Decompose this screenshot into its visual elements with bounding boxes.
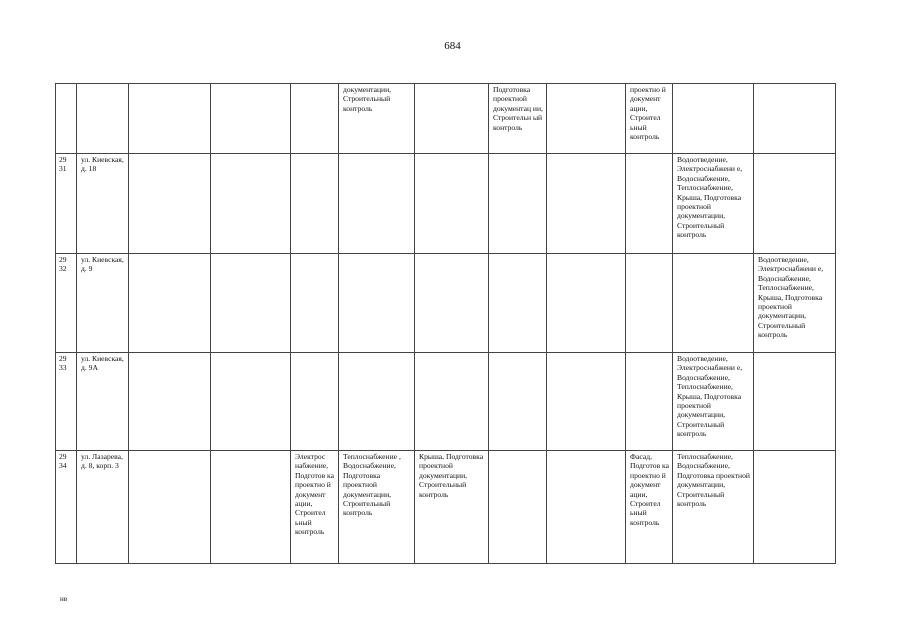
- work-type-cell: [211, 353, 291, 451]
- work-type-cell: Подготовка проектной документац ии, Строительн ый контроль: [489, 84, 547, 154]
- work-type-cell: [339, 254, 415, 353]
- work-type-cell: [626, 353, 673, 451]
- work-type-cell: Водоотведение, Электроснабжени е, Водоснабжение, Теплоснабжение, Крыша, Подготовка проектной документации, Строительный контроль: [754, 254, 836, 353]
- address-cell: ул. Киевская, д. 9: [77, 254, 129, 353]
- work-type-cell: проектно й документ ации, Строител ьный контроль: [626, 84, 673, 154]
- work-type-cell: [129, 451, 211, 564]
- work-type-cell: [489, 254, 547, 353]
- work-type-cell: [547, 353, 626, 451]
- table-row: [56, 84, 836, 154]
- work-type-cell: [754, 451, 836, 564]
- address-cell: [77, 84, 129, 154]
- address-cell: ул. Лазарева, д. 8, корп. 3: [77, 451, 129, 564]
- repair-schedule-table: [55, 83, 836, 564]
- row-number-cell: 29 32: [56, 254, 77, 353]
- work-type-cell: [673, 84, 754, 154]
- work-type-cell: [129, 154, 211, 254]
- work-type-cell: [489, 154, 547, 254]
- work-type-cell: [291, 254, 339, 353]
- row-number-cell: 29 34: [56, 451, 77, 564]
- work-type-cell: [547, 154, 626, 254]
- work-type-cell: [415, 154, 489, 254]
- work-type-cell: [626, 154, 673, 254]
- row-number-cell: 29 31: [56, 154, 77, 254]
- work-type-cell: [754, 353, 836, 451]
- work-type-cell: [489, 353, 547, 451]
- work-type-cell: [626, 254, 673, 353]
- work-type-cell: [754, 154, 836, 254]
- work-type-cell: Водоотведение, Электроснабжени е, Водоснабжение, Теплоснабжение, Крыша, Подготовка проектной документации, Строительный контроль: [673, 154, 754, 254]
- work-type-cell: [489, 451, 547, 564]
- row-number-cell: 29 33: [56, 353, 77, 451]
- work-type-cell: [291, 154, 339, 254]
- work-type-cell: [211, 154, 291, 254]
- work-type-cell: документации, Строительный контроль: [339, 84, 415, 154]
- row-number-cell: [56, 84, 77, 154]
- work-type-cell: [673, 254, 754, 353]
- address-cell: ул. Киевская, д. 18: [77, 154, 129, 254]
- work-type-cell: [547, 84, 626, 154]
- work-type-cell: [547, 451, 626, 564]
- work-type-cell: [129, 353, 211, 451]
- work-type-cell: Теплоснабжение , Водоснабжение, Подготовка проектной документации, Строительный контроль: [339, 451, 415, 564]
- table-row: [56, 451, 836, 564]
- work-type-cell: [547, 254, 626, 353]
- work-type-cell: [129, 254, 211, 353]
- work-type-cell: [339, 154, 415, 254]
- work-type-cell: [415, 254, 489, 353]
- work-type-cell: Электрос набжение, Подготов ка проектно й документ ации, Строител ьный контроль: [291, 451, 339, 564]
- work-type-cell: [754, 84, 836, 154]
- table-row: [56, 254, 836, 353]
- work-type-cell: [339, 353, 415, 451]
- table-row: [56, 353, 836, 451]
- work-type-cell: [211, 451, 291, 564]
- work-type-cell: Фасад, Подготов ка проектно й документ ации, Строител ьный контроль: [626, 451, 673, 564]
- work-type-cell: [415, 84, 489, 154]
- work-type-cell: [211, 254, 291, 353]
- footer-mark: нв: [60, 595, 68, 603]
- work-type-cell: Теплоснабжение, Водоснабжение, Подготовка проектной документации, Строительный контроль: [673, 451, 754, 564]
- table-row: [56, 154, 836, 254]
- work-type-cell: [129, 84, 211, 154]
- work-type-cell: [211, 84, 291, 154]
- work-type-cell: Водоотведение, Электроснабжени е, Водоснабжение, Теплоснабжение, Крыша, Подготовка проектной документации, Строительный контроль: [673, 353, 754, 451]
- work-type-cell: [291, 353, 339, 451]
- work-type-cell: [415, 353, 489, 451]
- work-type-cell: Крыша, Подготовка проектной документации, Строительный контроль: [415, 451, 489, 564]
- address-cell: ул. Киевская, д. 9А: [77, 353, 129, 451]
- page-number: 684: [444, 40, 461, 52]
- table-body: [56, 84, 836, 564]
- work-type-cell: [291, 84, 339, 154]
